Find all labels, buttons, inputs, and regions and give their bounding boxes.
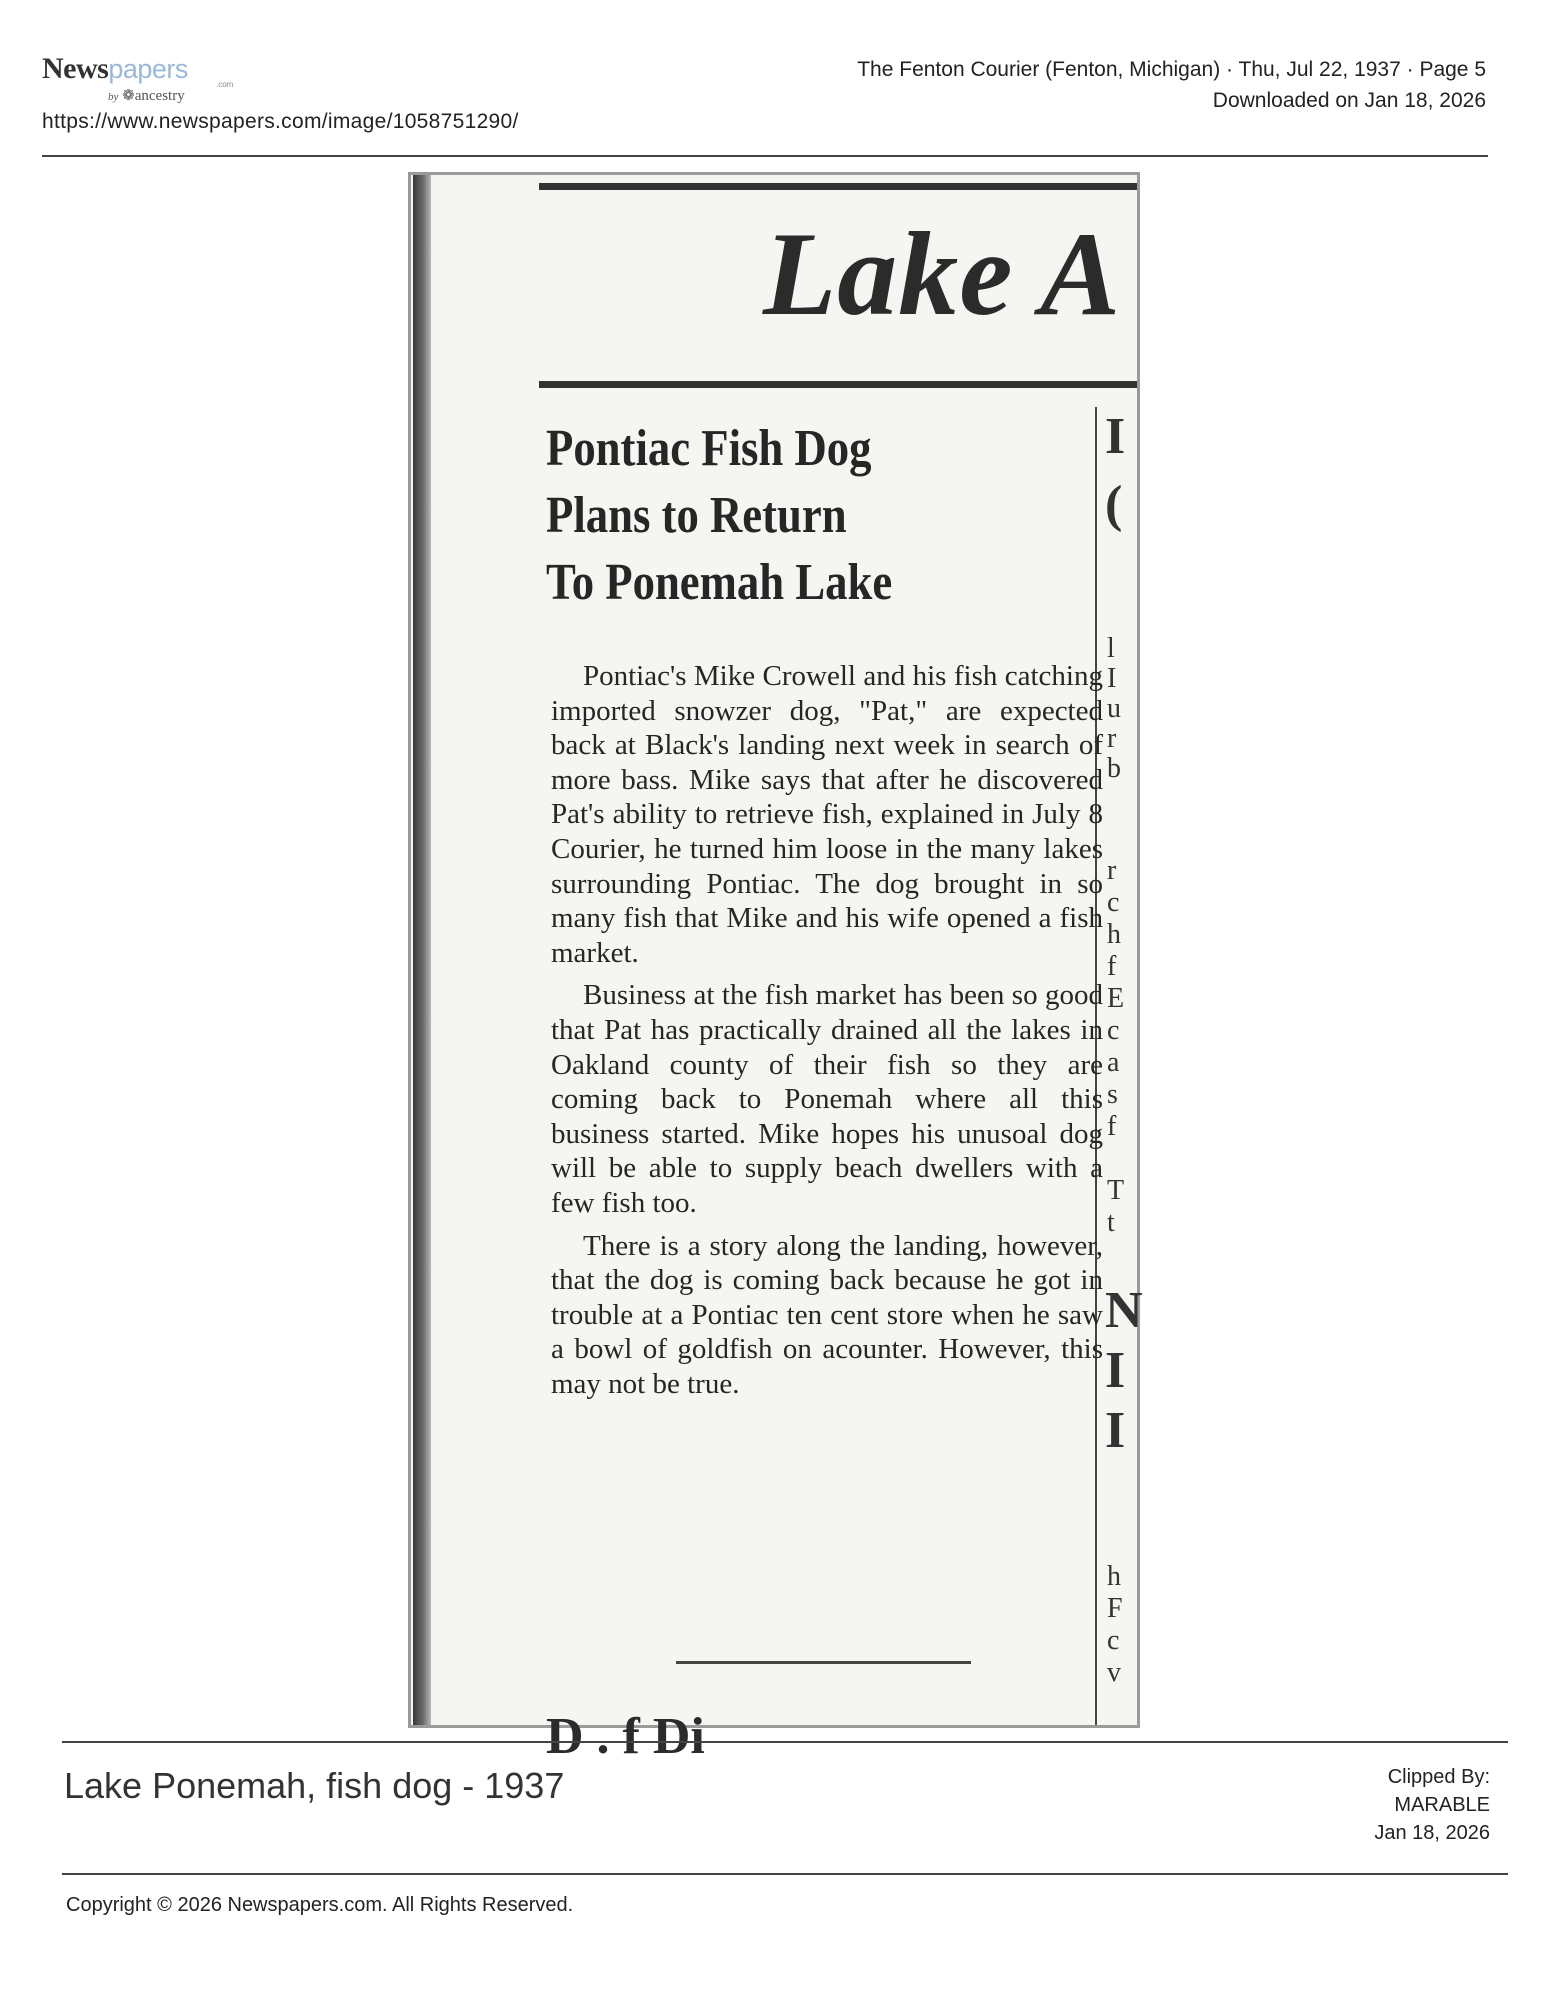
neighbor-letter: l	[1107, 633, 1115, 664]
next-headline-fragment: D . f Di	[546, 1708, 705, 1765]
neighbor-letter: c	[1107, 1015, 1120, 1046]
masthead: Lake A	[763, 207, 1122, 340]
neighbor-letter: h	[1107, 919, 1121, 950]
neighbor-letter: r	[1107, 855, 1117, 886]
neighbor-letter: f	[1107, 1111, 1117, 1142]
article-headline	[546, 415, 1028, 616]
clipped-by-info	[1374, 1763, 1490, 1847]
neighbor-letter: s	[1107, 1079, 1118, 1110]
neighbor-bold: N	[1105, 1282, 1143, 1339]
logo-wordmark: Newspapers	[42, 52, 188, 85]
neighbor-letter: v	[1107, 1657, 1121, 1688]
neighbor-column-fragment	[1103, 175, 1143, 1725]
headline-line-1: Pontiac Fish Dog	[546, 420, 872, 477]
masthead-rule-top	[539, 183, 1137, 190]
logo-ancestry: by ❁ancestry	[108, 88, 185, 104]
neighbor-letter: r	[1107, 723, 1117, 754]
copyright-notice: Copyright © 2026 Newspapers.com. All Rights Reserved.	[66, 1894, 574, 1916]
ancestry-leaf-icon: ❁	[122, 88, 135, 104]
image-url[interactable]: https://www.newspapers.com/image/1058751290/	[42, 110, 519, 133]
article-paragraph-3: There is a story along the landing, however, that the dog is coming back because he got in trouble at a Pontiac ten cent store when he saw a bowl of goldfish on acounter. However, this may not be true.	[551, 1229, 1103, 1400]
clipped-by-label: Clipped By:	[1387, 1766, 1490, 1788]
neighbor-letter: c	[1107, 1625, 1120, 1656]
caption-divider-bottom	[62, 1873, 1508, 1875]
neighbor-letter: c	[1107, 887, 1120, 918]
neighbor-letter: b	[1107, 753, 1121, 784]
neighbor-letter: u	[1107, 693, 1121, 724]
caption-divider-top	[62, 1741, 1508, 1743]
clipping-caption: Lake Ponemah, fish dog - 1937	[64, 1765, 565, 1806]
newspapers-logo[interactable]	[42, 52, 234, 104]
publication-info: The Fenton Courier (Fenton, Michigan) · Thu, Jul 22, 1937 · Page 5	[857, 58, 1486, 81]
download-date: Downloaded on Jan 18, 2026	[1212, 89, 1486, 112]
article-paragraph-2: Business at the fish market has been so good that Pat has practically drained all the lakes in Oakland county of their fish so they are coming back to Ponemah where all this business started. Mike hopes his unusoal dog will be able to supply beach dwellers with a few fish too.	[551, 979, 1103, 1219]
neighbor-letter: F	[1107, 1593, 1123, 1624]
header-divider	[42, 155, 1488, 157]
clipped-by-user[interactable]: MARABLE	[1394, 1794, 1490, 1816]
neighbor-letter: t	[1107, 1207, 1115, 1238]
article-end-rule	[676, 1661, 971, 1664]
publication-meta	[857, 54, 1486, 116]
clipped-date: Jan 18, 2026	[1374, 1822, 1490, 1844]
neighbor-head-1: I	[1105, 408, 1126, 465]
neighbor-bold: I	[1105, 1402, 1126, 1459]
headline-line-3: To Ponemah Lake	[546, 554, 893, 611]
neighbor-letter: a	[1107, 1047, 1120, 1078]
neighbor-letter: h	[1107, 1561, 1121, 1592]
masthead-rule-bottom	[539, 381, 1137, 388]
neighbor-letter: I	[1107, 663, 1117, 694]
article-paragraph-1: Pontiac's Mike Crowell and his fish catching imported snowzer dog, "Pat," are expected back at Black's landing next week in search of more bass. Mike says that after he discovered Pat's ability to retrieve fish, explained in July 8 Courier, he turned him loose in the many lakes surrounding Pontiac. The dog brought in so many fish that Mike and his wife opened a fish market.	[551, 660, 1103, 969]
scan-edge-shadow	[413, 175, 431, 1725]
logo-com-suffix: .com	[216, 80, 234, 89]
headline-line-2: Plans to Return	[546, 487, 847, 544]
neighbor-bold: I	[1105, 1342, 1126, 1399]
neighbor-letter: T	[1107, 1175, 1125, 1206]
neighbor-head-2: (	[1105, 476, 1123, 533]
article-body	[551, 659, 1103, 1409]
newspaper-clipping	[408, 172, 1143, 1765]
neighbor-letter: f	[1107, 951, 1117, 982]
neighbor-letter: E	[1107, 983, 1125, 1014]
